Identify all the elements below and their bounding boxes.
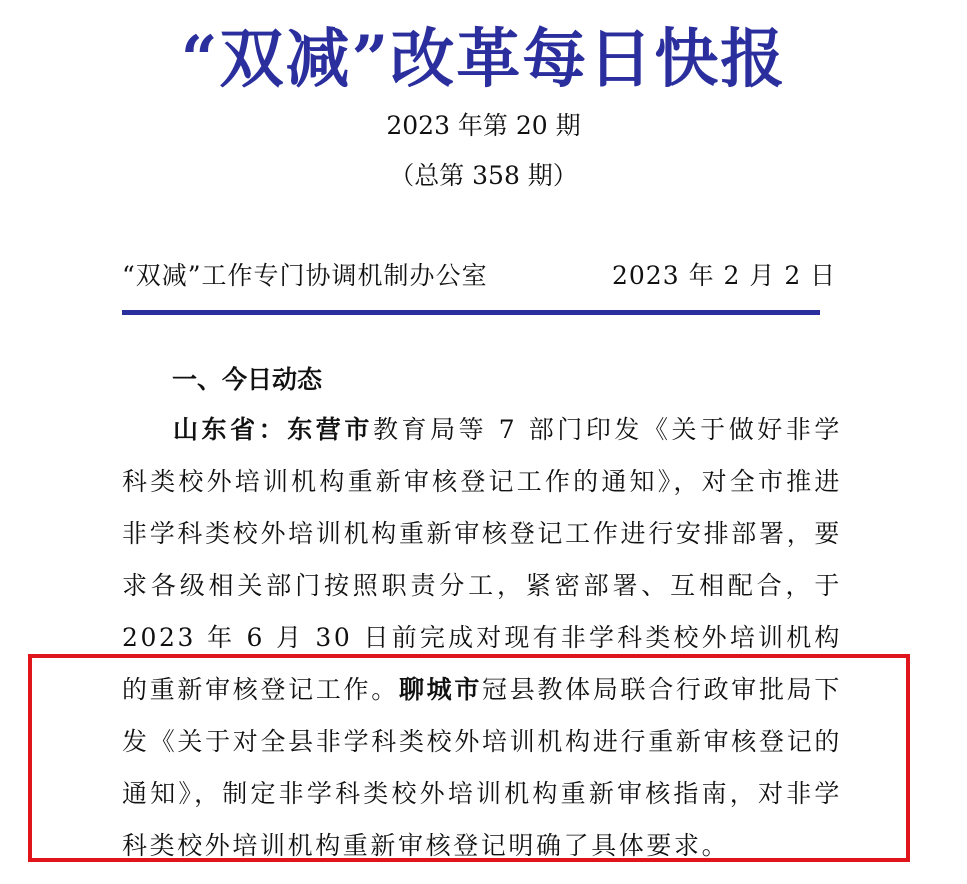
- section-heading: 一、今日动态: [172, 365, 323, 394]
- issuing-office: “双减”工作专门协调机制办公室: [122, 261, 488, 290]
- masthead-title: “双减”改革每日快报: [180, 22, 787, 97]
- dongying-text: 教育局等 7 部门印发《关于做好非学科类校外培训机构重新审核登记工作的通知》，对全市推进非学科类校外培训机构重新审核登记工作进行安排部署，要求各级相关部门按照职责分工，紧密部署、互相配合，于 2023 年 6 月 30 日前完成对现有非学科类校外培训机构的重新审核登记工作。: [122, 415, 842, 704]
- issue-date: 2023 年 2 月 2 日: [612, 261, 837, 290]
- city-label-liaocheng: 聊城市: [398, 675, 483, 704]
- province-label: 山东省：: [172, 415, 288, 444]
- total-issue-number: （总第 358 期）: [389, 161, 578, 190]
- issue-number: 2023 年第 20 期: [386, 111, 581, 140]
- highlight-box: [28, 654, 910, 862]
- city-label-dongying: 东营市: [287, 415, 373, 444]
- header-divider: [122, 310, 820, 315]
- liaocheng-text: 冠县教体局联合行政审批局下发《关于对全县非学科类校外培训机构进行重新审核登记的通知》，制定非学科类校外培训机构重新审核指南，对非学科类校外培训机构重新审核登记明确了具体要求。: [122, 675, 842, 860]
